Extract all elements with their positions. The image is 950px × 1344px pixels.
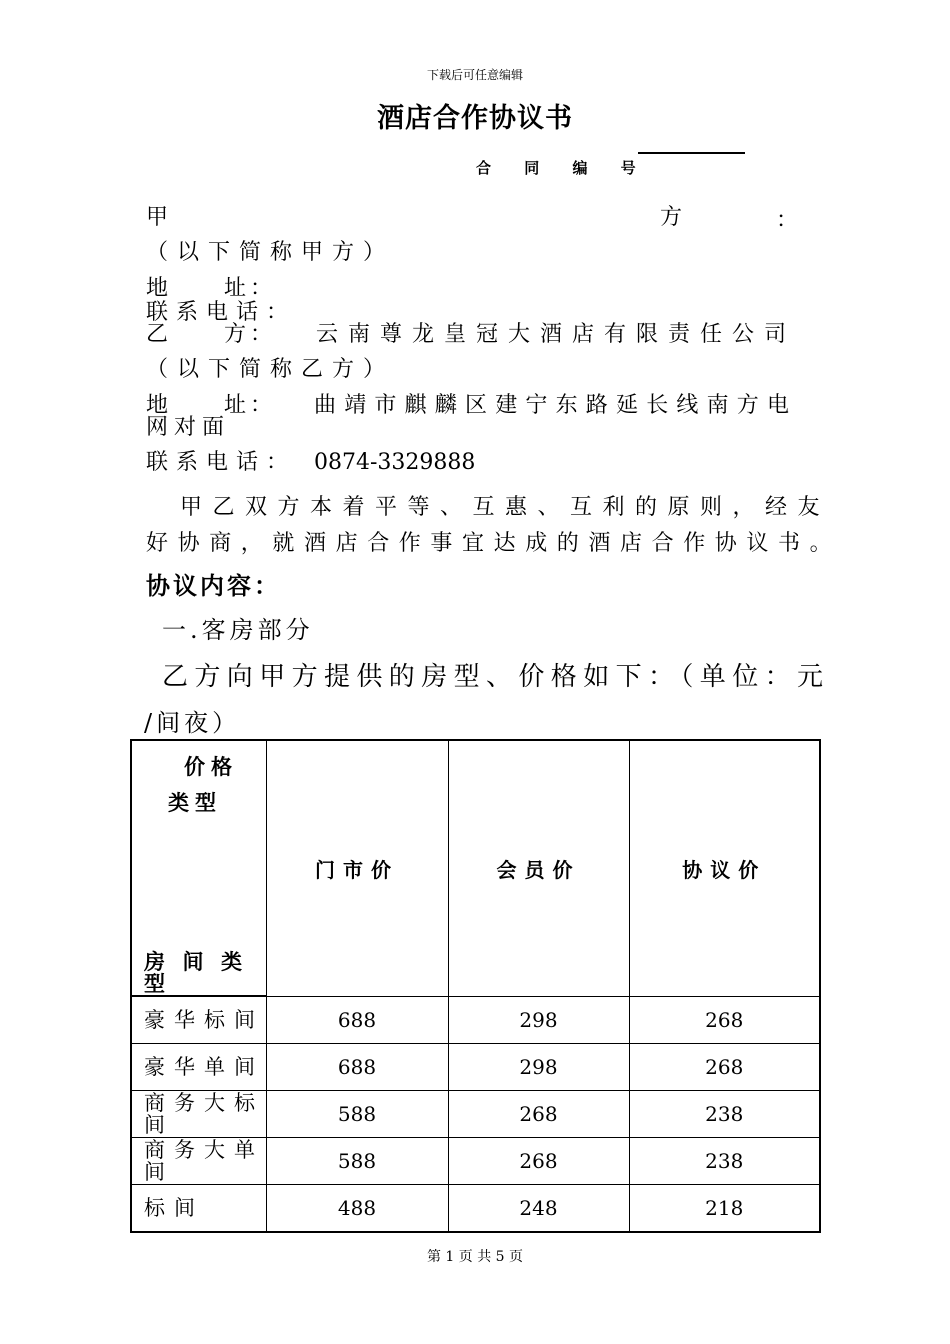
party-b-phone: 0874-3329888 bbox=[314, 450, 476, 475]
room-type-cell: 豪华标间 bbox=[131, 996, 266, 1044]
member-rate-cell: 268 bbox=[448, 1138, 629, 1185]
agreement-rate-cell: 238 bbox=[629, 1138, 820, 1185]
party-b-address-label: 地 址： bbox=[146, 393, 277, 418]
member-rate-cell: 298 bbox=[448, 996, 629, 1044]
agreement-rate-cell: 218 bbox=[629, 1185, 820, 1233]
pricing-intro-line2: /间夜） bbox=[144, 709, 241, 737]
contract-number-blank bbox=[638, 152, 745, 154]
room-price-table bbox=[130, 739, 821, 1233]
member-rate-cell: 298 bbox=[448, 1044, 629, 1091]
party-a-alias: （以下简称甲方） bbox=[146, 240, 395, 265]
corner-type-label: 类型 bbox=[168, 790, 222, 815]
party-a-colon: ： bbox=[776, 208, 803, 233]
corner-room-type-label: 房间类型 bbox=[144, 949, 254, 996]
pricing-intro-line1: 乙方向甲方提供的房型、价格如下：（单位：元 bbox=[162, 662, 830, 692]
agreement-rate-cell: 238 bbox=[629, 1091, 820, 1138]
room-type-cell: 豪华单间 bbox=[131, 1044, 266, 1091]
party-b-address: 曲靖市麒麟区建宁东路延长线南方电 bbox=[314, 393, 798, 418]
intro-paragraph-line2: 好协商，就酒店合作事宜达成的酒店合作协议书。 bbox=[146, 531, 842, 556]
party-b-name: 云南尊龙皇冠大酒店有限责任公司 bbox=[316, 322, 797, 347]
column-header-member-rate: 会员价 bbox=[448, 740, 629, 996]
column-header-rack-rate: 门市价 bbox=[266, 740, 448, 996]
agreement-rate-cell: 268 bbox=[629, 1044, 820, 1091]
party-a-phone-label: 联系电话： bbox=[146, 300, 297, 325]
party-b-label: 乙 方： bbox=[146, 322, 277, 347]
member-rate-cell: 268 bbox=[448, 1091, 629, 1138]
intro-paragraph-line1: 甲乙双方本着平等、互惠、互利的原则，经友 bbox=[180, 495, 831, 520]
table-corner-cell bbox=[131, 740, 266, 996]
table-row bbox=[131, 1091, 820, 1138]
party-b-alias: （以下简称乙方） bbox=[146, 357, 395, 382]
section-title: 协议内容： bbox=[146, 571, 281, 600]
table-row bbox=[131, 1185, 820, 1233]
column-header-agreement-rate: 协议价 bbox=[629, 740, 820, 996]
member-rate-cell: 248 bbox=[448, 1185, 629, 1233]
room-type-cell: 商务大单间 bbox=[131, 1138, 266, 1185]
rack-rate-cell: 688 bbox=[266, 996, 448, 1044]
room-type-cell: 商务大标间 bbox=[131, 1091, 266, 1138]
rack-rate-cell: 588 bbox=[266, 1138, 448, 1185]
document-title: 酒店合作协议书 bbox=[377, 103, 573, 134]
contract-number-label: 合 同 编 号 bbox=[476, 159, 650, 177]
party-a-address-label: 地 址： bbox=[146, 276, 277, 301]
agreement-rate-cell: 268 bbox=[629, 996, 820, 1044]
sub-section-title: 一.客房部分 bbox=[162, 616, 314, 644]
room-type-cell: 标间 bbox=[131, 1185, 266, 1233]
rack-rate-cell: 688 bbox=[266, 1044, 448, 1091]
table-row bbox=[131, 1138, 820, 1185]
party-b-phone-label: 联系电话： bbox=[146, 450, 297, 475]
rack-rate-cell: 488 bbox=[266, 1185, 448, 1233]
party-b-address-continued: 网对面 bbox=[146, 415, 231, 440]
party-a-label: 甲 bbox=[146, 205, 173, 230]
table-row bbox=[131, 996, 820, 1044]
table-row bbox=[131, 1044, 820, 1091]
party-a-label-fang: 方 bbox=[660, 205, 687, 230]
header-note: 下载后可任意编辑 bbox=[426, 68, 523, 82]
page-footer: 第 1 页 共 5 页 bbox=[426, 1249, 524, 1265]
corner-price-label: 价格 bbox=[184, 754, 238, 779]
rack-rate-cell: 588 bbox=[266, 1091, 448, 1138]
table-header-row bbox=[131, 740, 820, 996]
